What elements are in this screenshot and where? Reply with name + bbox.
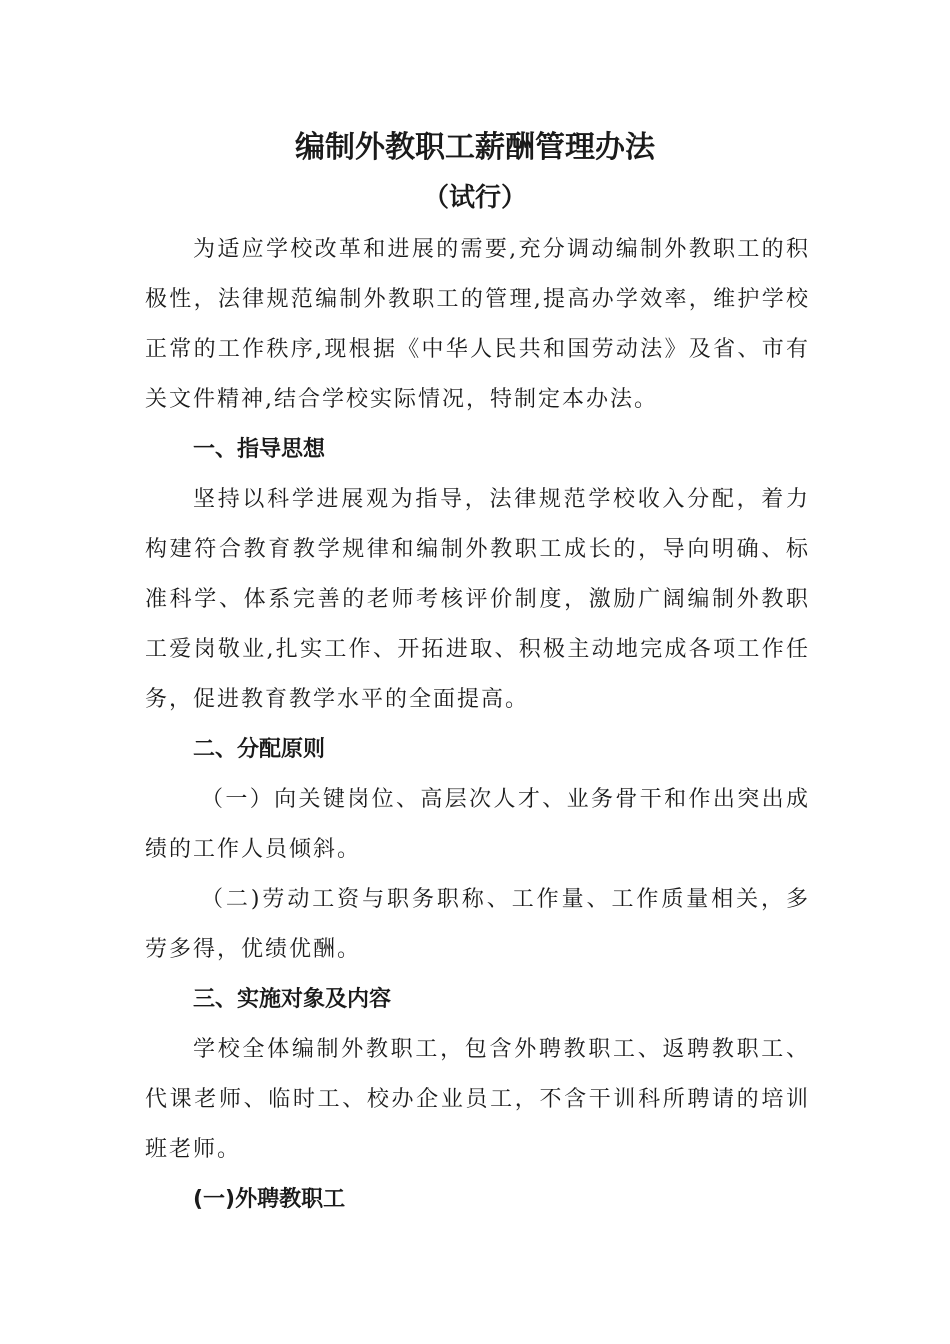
subheading-external-staff: (一)外聘教职工: [193, 1187, 346, 1212]
principle-item-2: （二)劳动工资与职务职称、工作量、工作质量相关，多劳多得，优绩优酬。: [145, 887, 810, 962]
section-heading-implementation-scope: 三、实施对象及内容: [193, 987, 392, 1012]
section-heading-distribution-principles: 二、分配原则: [193, 737, 326, 762]
intro-paragraph: 为适应学校改革和进展的需要,充分调动编制外教职工的积极性，法律规范编制外教职工的管理,提高办学效率，维护学校正常的工作秩序,现根据《中华人民共和国劳动法》及省、市有关文件精神,结合学校实际情况，特制定本办法。: [145, 237, 810, 412]
document-subtitle: （试行）: [422, 183, 527, 213]
guiding-ideology-paragraph: 坚持以科学进展观为指导，法律规范学校收入分配，着力构建符合教育教学规律和编制外教职工成长的，导向明确、标准科学、体系完善的老师考核评价制度，激励广阔编制外教职工爱岗敬业,扎实工作、开拓进取、积极主动地完成各项工作任务，促进教育教学水平的全面提高。: [145, 487, 810, 712]
document-title: 编制外教职工薪酬管理办法: [295, 130, 655, 165]
section-heading-guiding-ideology: 一、指导思想: [193, 437, 326, 462]
principle-item-1: （一）向关键岗位、高层次人才、业务骨干和作出突出成绩的工作人员倾斜。: [145, 787, 810, 862]
implementation-scope-paragraph: 学校全体编制外教职工，包含外聘教职工、返聘教职工、代课老师、临时工、校办企业员工，不含干训科所聘请的培训班老师。: [145, 1037, 810, 1162]
